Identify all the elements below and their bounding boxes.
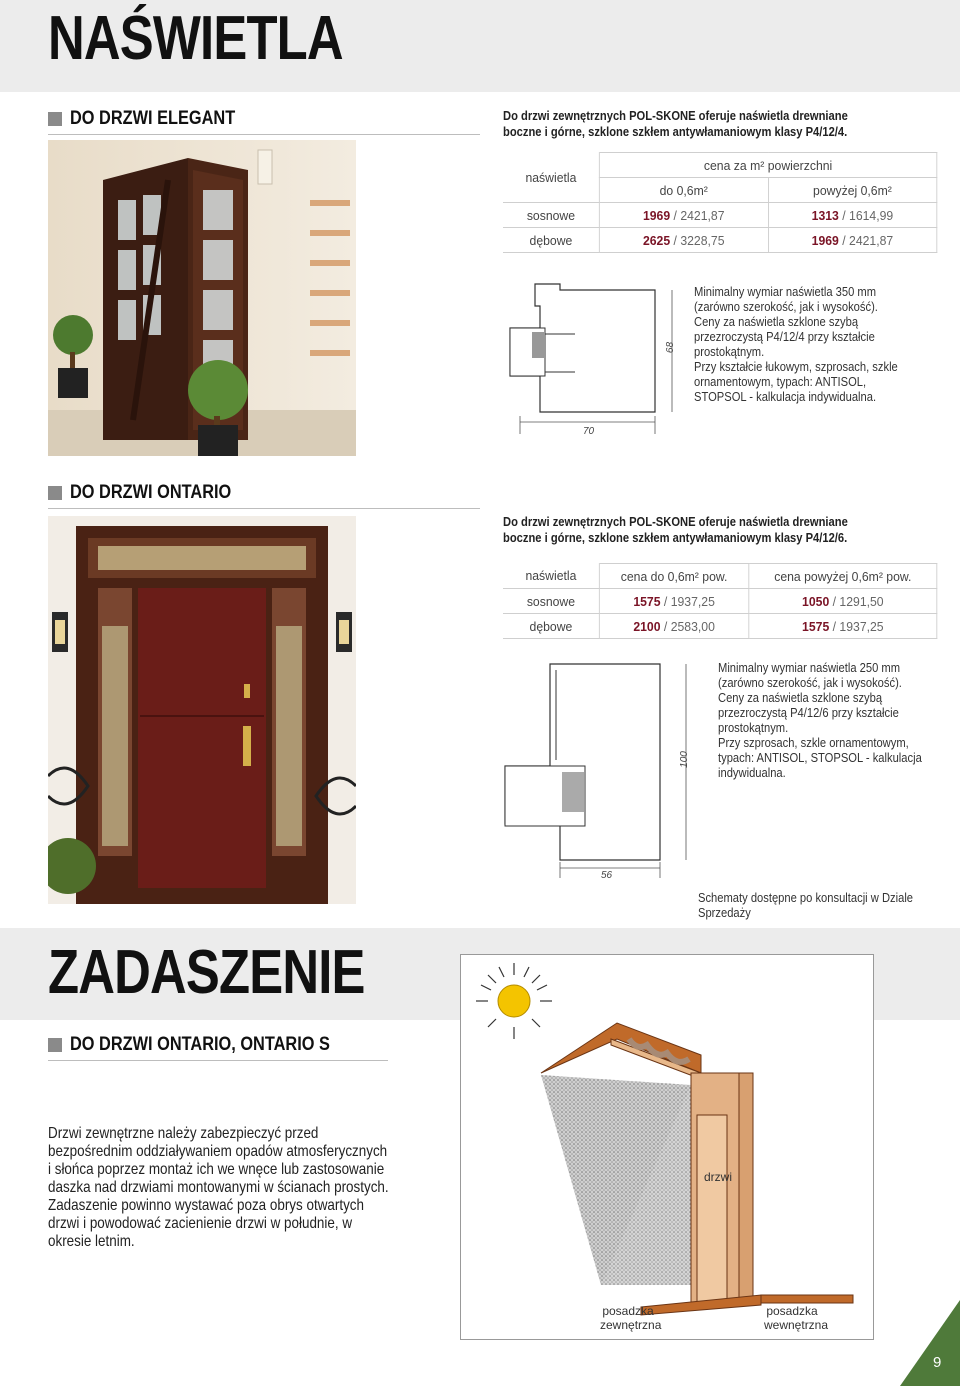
section-heading-ontario: [48, 482, 480, 509]
page-number: 9: [933, 1354, 942, 1371]
zadaszenie-body: Drzwi zewnętrzne należy zabezpieczyć przed bezpośrednim oddziaływaniem opadów atmosferycznych i słońca poprzez montaż ich we wnęce lub zastosowanie daszka nad drzwiami montowanymi w ścianach prostych. Zadaszenie powinno wystawać poza obrys otwartych drzwi i powodować zacienienie drzwi w południe, w okresie letnim.: [48, 1125, 389, 1250]
section-heading-elegant: [48, 108, 480, 135]
floor-inside-line: wewnętrzna: [764, 1318, 829, 1332]
row-label: sosnowe: [503, 203, 599, 228]
price-value: 1575: [633, 593, 661, 609]
table-row: [503, 228, 937, 253]
elegant-price-table: [503, 152, 937, 253]
table-header-cell: naświetla: [503, 153, 599, 203]
dimension-label: 68: [665, 341, 677, 354]
floor-inside-label: [764, 1304, 829, 1332]
floor-outside-line: posadzka: [602, 1304, 654, 1318]
price-value: 1969: [811, 232, 839, 248]
table-header-cell: naświetla: [503, 564, 599, 589]
ontario-price-table: [503, 563, 937, 639]
note-line: Minimalny wymiar naświetla 250 mm (zarówno szerokość, jak i wysokość).: [718, 660, 902, 690]
bullet-square-icon: [48, 486, 62, 500]
elegant-profile-diagram: [500, 276, 690, 442]
page-title: NAŚWIETLA: [48, 4, 343, 73]
section-heading-label: DO DRZWI ELEGANT: [70, 108, 236, 129]
price-value: / 1937,25: [660, 593, 715, 609]
ontario-profile-diagram: [500, 656, 700, 884]
price-value: 1050: [802, 593, 830, 609]
schemes-note: Schematy dostępne po konsultacji w Dziale Sprzedaży: [698, 890, 914, 920]
bullet-square-icon: [48, 1038, 62, 1052]
table-row: [503, 589, 937, 614]
table-row: [503, 614, 937, 639]
table-row: [503, 203, 937, 228]
floor-inside-line: posadzka: [766, 1304, 818, 1318]
dimension-label: 100: [678, 751, 690, 768]
elegant-notes: [694, 284, 909, 404]
table-header-cell: powyżej 0,6m²: [768, 178, 937, 203]
table-header-cell: cena do 0,6m² pow.: [599, 564, 749, 589]
price-value: / 2421,87: [838, 232, 894, 248]
section-heading-zadaszenie: [48, 1034, 388, 1061]
price-value: 1969: [642, 207, 671, 223]
zadaszenie-title: ZADASZENIE: [48, 938, 365, 1007]
dimension-label: 56: [601, 870, 613, 881]
section-heading-label: DO DRZWI ONTARIO, ONTARIO S: [70, 1034, 330, 1055]
row-label: dębowe: [503, 614, 599, 639]
dimension-label: 70: [583, 426, 595, 437]
price-value: 2100: [633, 618, 661, 634]
elegant-intro: Do drzwi zewnętrznych POL-SKONE oferuje naświetla drewniane boczne i górne, szklone szkłem antywłamaniowym klasy P4/12/4.: [503, 108, 848, 139]
table-header-cell: cena za m² powierzchni: [599, 153, 936, 178]
note-line: Minimalny wymiar naświetla 350 mm (zarówno szerokość, jak i wysokość).: [694, 284, 878, 314]
price-value: 1313: [811, 207, 839, 223]
price-value: 2625: [642, 232, 671, 248]
elegant-door-photo: [48, 140, 356, 456]
note-line: Przy kształcie łukowym, szprosach, szkle ornamentowym, typach: ANTISOL, STOPSOL - kalkulacja indywidualna.: [694, 359, 898, 404]
price-value: 1575: [802, 618, 830, 634]
price-value: / 3228,75: [670, 232, 725, 248]
table-header-cell: do 0,6m²: [599, 178, 768, 203]
row-label: sosnowe: [503, 589, 599, 614]
floor-outside-label: [600, 1304, 662, 1332]
price-value: / 1614,99: [838, 207, 894, 223]
door-label: drzwi: [704, 1170, 733, 1184]
table-header-cell: cena powyżej 0,6m² pow.: [749, 564, 937, 589]
floor-outside-line: zewnętrzna: [600, 1318, 662, 1332]
note-line: Przy szprosach, szkle ornamentowym, typach: ANTISOL, STOPSOL - kalkulacja indywidualna.: [718, 735, 922, 780]
price-value: / 1937,25: [829, 618, 884, 634]
price-value: / 2421,87: [670, 207, 725, 223]
ontario-notes: [718, 660, 933, 780]
note-line: Ceny za naświetla szklone szybą przezroczystą P4/12/6 przy kształcie prostokątnym.: [718, 690, 899, 735]
ontario-door-photo: [48, 516, 356, 904]
page-corner: [900, 1300, 960, 1386]
sun-icon: [476, 963, 552, 1039]
canopy-diagram: [460, 954, 874, 1340]
price-value: / 2583,00: [660, 618, 715, 634]
ontario-intro: Do drzwi zewnętrznych POL-SKONE oferuje naświetla drewniane boczne i górne, szklone szkłem antywłamaniowym klasy P4/12/6.: [503, 514, 848, 545]
section-heading-label: DO DRZWI ONTARIO: [70, 482, 232, 503]
row-label: dębowe: [503, 228, 599, 253]
note-line: Ceny za naświetla szklone szybą przezroczystą P4/12/4 przy kształcie prostokątnym.: [694, 314, 875, 359]
bullet-square-icon: [48, 112, 62, 126]
price-value: / 1291,50: [829, 593, 884, 609]
